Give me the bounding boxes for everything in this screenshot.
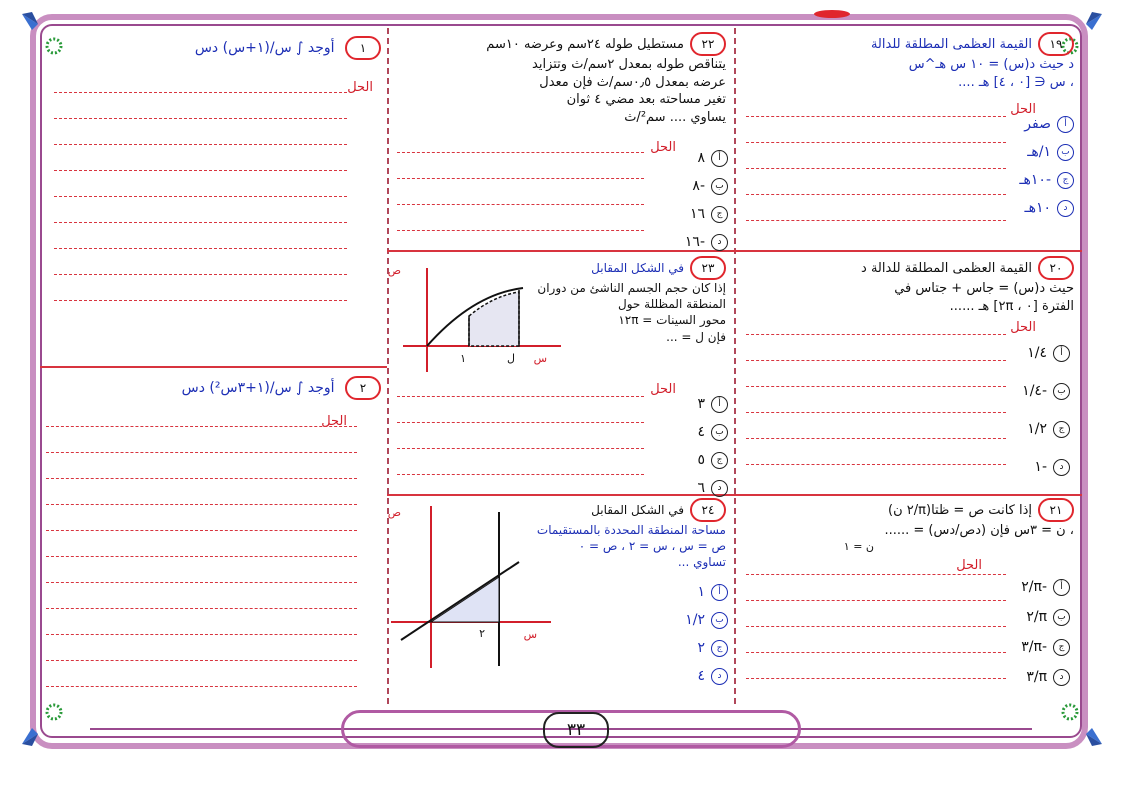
- option-c[interactable]: ج ١٦: [685, 200, 728, 228]
- option-d[interactable]: د ٦: [697, 474, 728, 502]
- options: [697, 390, 728, 502]
- tick-l: ل: [507, 352, 515, 365]
- option-a[interactable]: أ ١/٤: [1022, 334, 1070, 372]
- option-d[interactable]: د ١٠هـ: [1019, 194, 1074, 222]
- question-number: ١٩: [1038, 32, 1074, 56]
- answer-lines: [746, 116, 1006, 246]
- option-b[interactable]: ب -١/٤: [1022, 372, 1070, 410]
- question-text-line: يتناقص طوله بمعدل ٢سم/ث وتتزايد: [532, 57, 726, 72]
- option-d[interactable]: د π/٣: [1021, 662, 1070, 692]
- question-text-line: عرضه بمعدل ٠٫٥سم/ث فإن معدل: [539, 74, 726, 90]
- question-text-line: الفترة [٠ ، ٢π] هـ ......: [949, 298, 1074, 314]
- y-axis-label: ص: [387, 264, 401, 277]
- question-number: ٢٤: [690, 498, 726, 522]
- graph-24: [389, 502, 559, 672]
- option-b[interactable]: ب ١/٢: [685, 606, 728, 634]
- question-24: [387, 494, 734, 704]
- question-text-line: ، ن = ٣س فإن (دص/دس) = ......: [884, 523, 1074, 538]
- option-a[interactable]: أ -π/٢: [1021, 572, 1070, 602]
- question-19: [734, 28, 1082, 250]
- option-d[interactable]: د -١: [1022, 448, 1070, 486]
- question-text: إذا كانت ص = ظتا(π/٢ ن): [888, 503, 1032, 518]
- option-c[interactable]: ج -π/٣: [1021, 632, 1070, 662]
- option-c[interactable]: ج ١/٢: [1022, 410, 1070, 448]
- question-2: [40, 366, 387, 704]
- option-c[interactable]: ج -١٠هـ: [1019, 166, 1074, 194]
- question-text: مستطيل طوله ٢٤سم وعرضه ١٠سم: [486, 37, 684, 52]
- question-text: القيمة العظمى المطلقة للدالة د: [861, 261, 1032, 276]
- answer-lines: [397, 396, 644, 500]
- answer-lines: [397, 152, 644, 256]
- option-a[interactable]: أ صفر: [1019, 110, 1074, 138]
- question-1: [40, 28, 387, 366]
- question-text-line: فإن ل = ...: [666, 329, 726, 344]
- solution-label: الحل: [1010, 320, 1036, 335]
- option-a[interactable]: أ ١: [685, 578, 728, 606]
- option-b[interactable]: ب ٤: [697, 418, 728, 446]
- option-c[interactable]: ج ٢: [685, 634, 728, 662]
- question-number: ٢٢: [690, 32, 726, 56]
- question-text: أوجد ∫ س/(١+٣س²) دس: [181, 380, 335, 396]
- option-a[interactable]: أ ٣: [697, 390, 728, 418]
- solution-label: الحل: [347, 80, 373, 95]
- options: [685, 578, 728, 690]
- graph-23: [387, 264, 563, 374]
- question-text-line: ص = س ، س = ٢ ، ص = ٠: [578, 539, 726, 554]
- question-text-line: مساحة المنطقة المحددة بالمستقيمات: [536, 523, 726, 537]
- question-20: [734, 250, 1082, 494]
- question-text-line: محور السينات = ١٢π: [618, 313, 726, 328]
- question-text: أوجد ∫ س/(١+س) دس: [194, 40, 335, 56]
- options: [685, 144, 728, 256]
- question-text-line: ن = ١: [843, 539, 874, 553]
- x-axis-label: س: [523, 628, 537, 641]
- options: [1019, 110, 1074, 222]
- question-text-line: حيث د(س) = جاس + جتاس في: [894, 281, 1074, 296]
- option-b[interactable]: ب -٨: [685, 172, 728, 200]
- question-text-line: يساوي .... سم²/ث: [624, 109, 726, 125]
- solution-label: الحل: [650, 140, 676, 155]
- option-a[interactable]: أ ٨: [685, 144, 728, 172]
- question-21: [734, 494, 1082, 704]
- tick-2: ٢: [479, 627, 485, 640]
- option-d[interactable]: د ٤: [685, 662, 728, 690]
- ribbon-ornament: [806, 8, 858, 20]
- question-22: [387, 28, 734, 250]
- option-d[interactable]: د -١٦: [685, 228, 728, 256]
- answer-lines: [746, 574, 1006, 704]
- x-axis-label: س: [533, 352, 547, 365]
- option-c[interactable]: ج ٥: [697, 446, 728, 474]
- question-23: [387, 250, 734, 494]
- question-text-line: إذا كان حجم الجسم الناشئ من دوران: [537, 281, 726, 295]
- question-text: في الشكل المقابل: [591, 261, 684, 275]
- question-number: ٢: [345, 376, 381, 400]
- question-text-line: المنطقة المظللة حول: [617, 297, 726, 312]
- solution-label: الحل: [956, 558, 982, 573]
- worksheet: [40, 28, 1082, 704]
- corner-ornament-bottom-right: [1060, 702, 1106, 748]
- options: [1022, 334, 1070, 486]
- options: [1021, 572, 1070, 692]
- question-text-line: تساوي ...: [677, 555, 726, 570]
- question-text-line: د حيث د(س) = ١٠ س هـ^س: [908, 57, 1074, 72]
- question-text-line: تغير مساحته بعد مضي ٤ ثوان: [566, 92, 726, 108]
- page-number: ٣٣: [543, 712, 609, 748]
- solution-label: الحل: [321, 414, 347, 429]
- question-number: ١: [345, 36, 381, 60]
- question-text: القيمة العظمى المطلقة للدالة: [870, 37, 1032, 52]
- solution-label: الحل: [650, 382, 676, 397]
- answer-lines: [46, 426, 357, 712]
- option-b[interactable]: ب π/٢: [1021, 602, 1070, 632]
- question-text-line: ، س ∈ [٠ ، ٤] هـ ....: [958, 74, 1074, 90]
- question-number: ٢٣: [690, 256, 726, 280]
- option-b[interactable]: ب ١/هـ: [1019, 138, 1074, 166]
- answer-lines: [54, 92, 347, 326]
- tick-1: ١: [460, 352, 466, 365]
- y-axis-label: ص: [387, 506, 401, 519]
- solution-label: الحل: [1010, 102, 1036, 117]
- question-text: في الشكل المقابل: [591, 503, 684, 517]
- question-number: ٢٠: [1038, 256, 1074, 280]
- answer-lines: [746, 334, 1006, 490]
- question-number: ٢١: [1038, 498, 1074, 522]
